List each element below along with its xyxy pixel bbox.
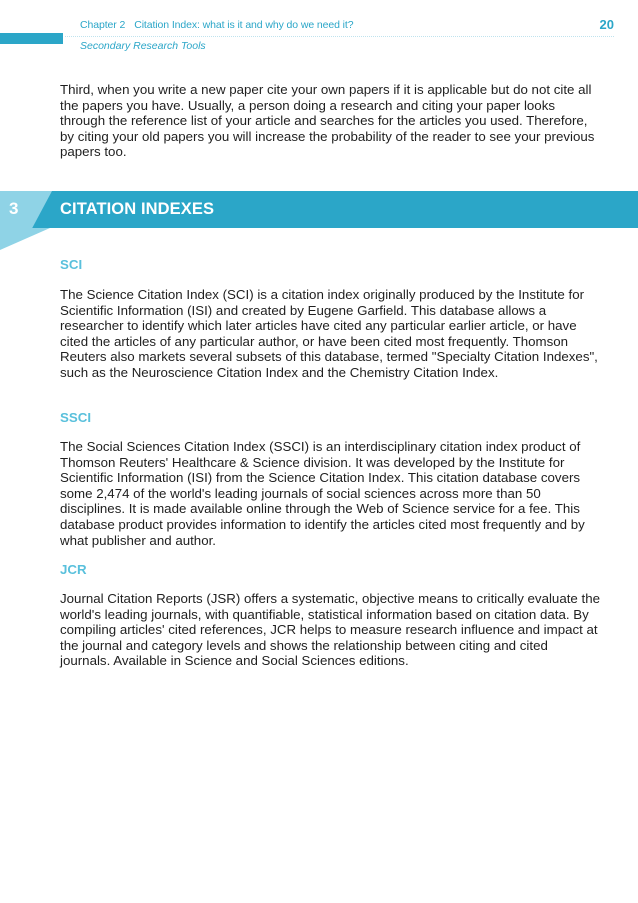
subsection-heading-ssci: SSCI: [60, 410, 92, 425]
header-divider: [65, 36, 614, 37]
page-number: 20: [599, 17, 614, 32]
intro-paragraph: Third, when you write a new paper cite your own papers if it is applicable but do not cite all the papers you have. Usually, a person doing a research and citing your paper looks through the reference list of your article and searches for the articles you used. Therefore, by citing your old papers you will increase the probability of the reader to see your previous papers too.: [60, 82, 595, 160]
section-title: CITATION INDEXES: [60, 200, 215, 218]
header-chapter-line: [80, 19, 353, 31]
header-subtitle: Secondary Research Tools: [80, 40, 206, 52]
section-banner-tab: [0, 228, 50, 250]
header-accent-bar: [0, 33, 63, 44]
subsection-body-jcr: Journal Citation Reports (JSR) offers a systematic, objective means to critically evaluate the world's leading journals, with quantifiable, statistical information based on citation data. By compiling articles' cited references, JCR helps to measure research influence and impact at the journal and category levels and shows the relationship between citing and cited journals. Available in Science and Social Sciences editions.: [60, 591, 600, 669]
subsection-heading-jcr: JCR: [60, 562, 87, 577]
subsection-body-sci: The Science Citation Index (SCI) is a citation index originally produced by the Institute for Scientific Information (ISI) and created by Eugene Garfield. This database allows a researcher to identify which later articles have cited any particular earlier article, or have cited the articles of any particular author, or have been cited most frequently. Thomson Reuters also markets several subsets of this database, termed "Specialty Citation Indexes", such as the Neuroscience Citation Index and the Chemistry Citation Index.: [60, 287, 598, 380]
subsection-heading-sci: SCI: [60, 257, 83, 272]
header-chapter-label: Chapter 2: [80, 19, 126, 31]
header-chapter-title: Citation Index: what is it and why do we need it?: [134, 19, 354, 31]
running-header: [80, 19, 614, 59]
section-number: 3: [9, 199, 19, 218]
subsection-body-ssci: The Social Sciences Citation Index (SSCI) is an interdisciplinary citation index product of Thomson Reuters' Healthcare & Science division. It was developed by the Institute for Scientific Information (ISI) from the Science Citation Index. This citation database covers some 2,474 of the world's leading journals of social sciences across more than 50 disciplines. It is made available online through the Web of Science service for a fee. This database product provides information to identify the articles cited most frequently and by what publisher and author.: [60, 439, 585, 548]
